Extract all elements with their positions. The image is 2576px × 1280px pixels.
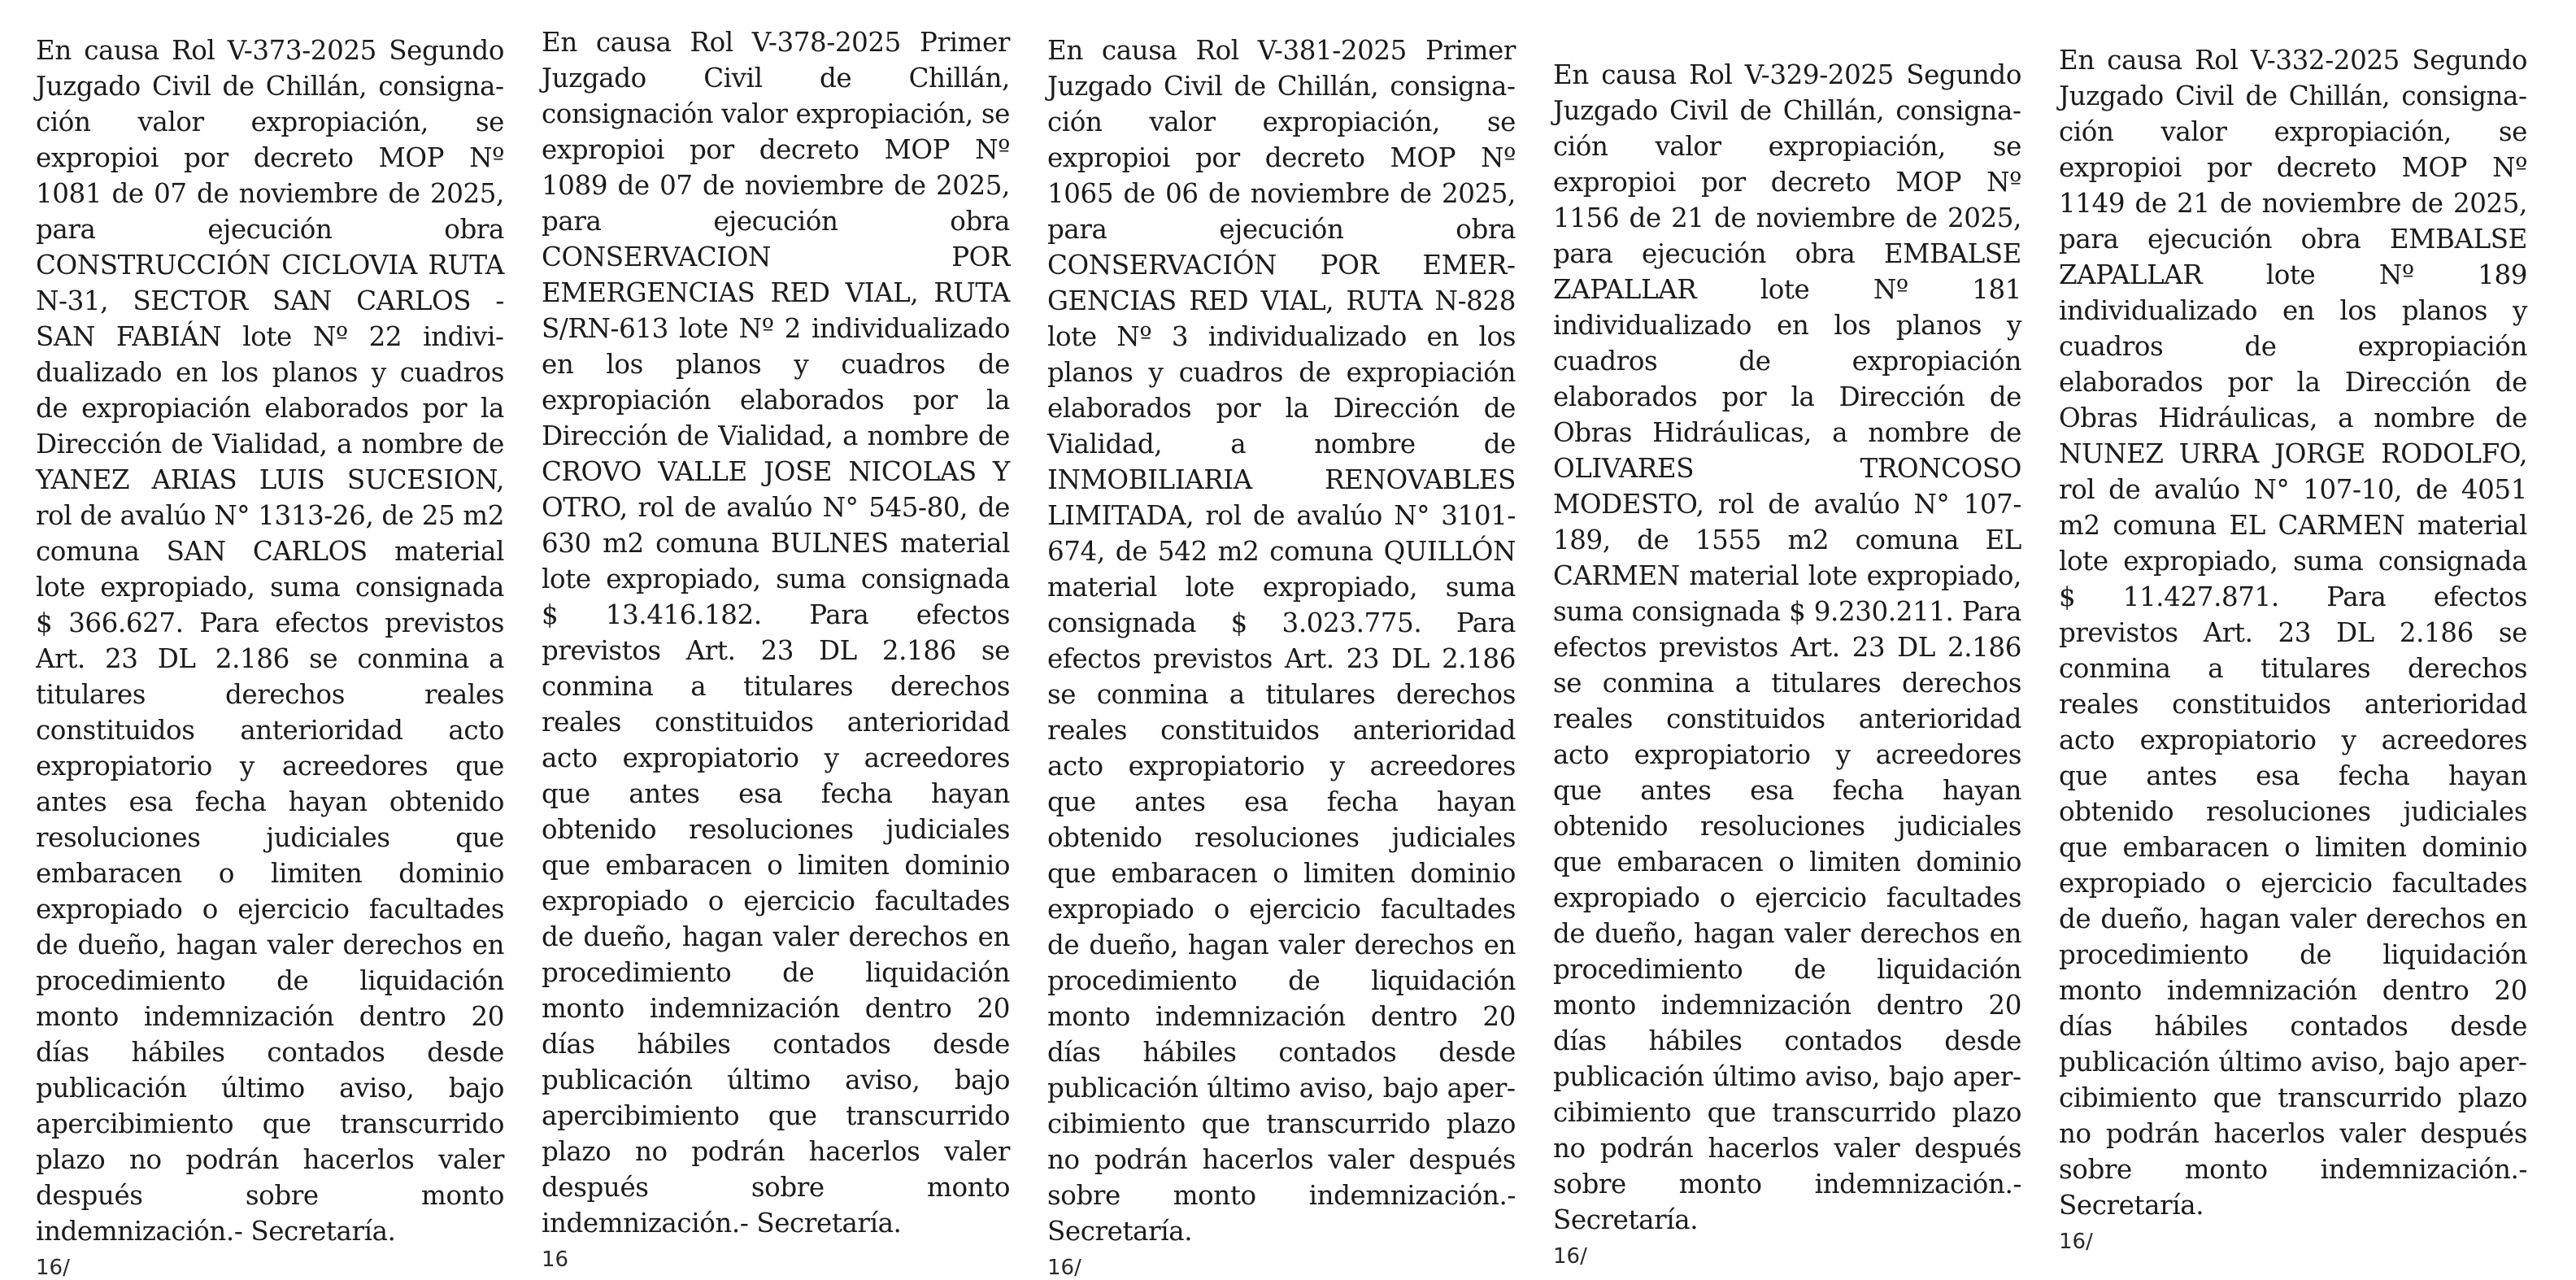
notice-column-3	[1047, 33, 1516, 1280]
notice-code: 16/	[1553, 1244, 1587, 1269]
notice-text: En causa Rol V-329-2025 Segundo Juzgado Civil de Chillán, consignación valor expropiación, se expropioi por decreto MOP Nº 1156 de 21 de noviembre de 2025, para ejecución obra EMBALSE ZAPALLAR lote Nº 181 individualizado en los planos y cuadros de expropiación elaborados por la Dirección de Obras Hidráulicas, a nombre de OLIVARES TRONCOSO MODESTO, rol de avalúo N° 107-189, de 1555 m2 comuna EL CARMEN material lote expropiado, suma consignada $ 9.230.211. Para efectos previstos Art. 23 DL 2.186 se conmina a titulares derechos reales constituidos anterioridad acto expropiatorio y acreedores que antes esa fecha hayan obtenido resoluciones judiciales que embaracen o limiten dominio expropiado o ejercicio facultades de dueño, hagan valer derechos en procedimiento de liquidación monto indemnización dentro 20 días hábiles contados desde publicación último aviso, bajo apercibimiento que transcurrido plazo no podrán hacerlos valer después sobre monto indemnización.- Secretaría.	[1553, 59, 2021, 1235]
notice-column-2	[542, 24, 1010, 1272]
notice-code: 16	[542, 1247, 569, 1272]
notice-column-5	[2059, 42, 2527, 1254]
notice-column-4	[1553, 57, 2021, 1269]
notice-text: En causa Rol V-378-2025 Primer Juzgado Civil de Chillán, consignación valor expropiación, se expropioi por decreto MOP Nº 1089 de 07 de noviembre de 2025, para ejecución obra CONSERVACION POR EMERGENCIAS RED VIAL, RUTA S/RN-613 lote Nº 2 individualizado en los planos y cuadros de expropiación elaborados por la Dirección de Vialidad, a nombre de CROVO VALLE JOSE NICOLAS Y OTRO, rol de avalúo N° 545-80, de 630 m2 comuna BULNES material lote expropiado, suma consignada $ 13.416.182. Para efectos previstos Art. 23 DL 2.186 se conmina a titulares derechos reales constituidos anterioridad acto expropiatorio y acreedores que antes esa fecha hayan obtenido resoluciones judiciales que embaracen o limiten dominio expropiado o ejercicio facultades de dueño, hagan valer derechos en procedimiento de liquidación monto indemnización dentro 20 días hábiles contados desde publicación último aviso, bajo apercibimiento que transcurrido plazo no podrán hacerlos valer después sobre monto indemnización.- Secretaría.	[542, 27, 1010, 1239]
notice-code: 16/	[36, 1256, 70, 1280]
notice-text: En causa Rol V-332-2025 Segundo Juzgado Civil de Chillán, consignación valor expropiación, se expropioi por decreto MOP Nº 1149 de 21 de noviembre de 2025, para ejecución obra EMBALSE ZAPALLAR lote Nº 189 individualizado en los planos y cuadros de expropiación elaborados por la Dirección de Obras Hidráulicas, a nombre de NUNEZ URRA JORGE RODOLFO, rol de avalúo N° 107-10, de 4051 m2 comuna EL CARMEN material lote expropiado, suma consignada $ 11.427.871. Para efectos previstos Art. 23 DL 2.186 se conmina a titulares derechos reales constituidos anterioridad acto expropiatorio y acreedores que antes esa fecha hayan obtenido resoluciones judiciales que embaracen o limiten dominio expropiado o ejercicio facultades de dueño, hagan valer derechos en procedimiento de liquidación monto indemnización dentro 20 días hábiles contados desde publicación último aviso, bajo apercibimiento que transcurrido plazo no podrán hacerlos valer después sobre monto indemnización.- Secretaría.	[2059, 45, 2527, 1221]
notice-code: 16/	[1047, 1256, 1081, 1280]
notice-text: En causa Rol V-381-2025 Primer Juzgado Civil de Chillán, consignación valor expropiación, se expropioi por decreto MOP Nº 1065 de 06 de noviembre de 2025, para ejecución obra CONSERVACIÓN POR EMERGENCIAS RED VIAL, RUTA N-828 lote Nº 3 individualizado en los planos y cuadros de expropiación elaborados por la Dirección de Vialidad, a nombre de INMOBILIARIA RENOVABLES LIMITADA, rol de avalúo N° 3101-674, de 542 m2 comuna QUILLÓN material lote expropiado, suma consignada $ 3.023.775. Para efectos previstos Art. 23 DL 2.186 se conmina a titulares derechos reales constituidos anterioridad acto expropiatorio y acreedores que antes esa fecha hayan obtenido resoluciones judiciales que embaracen o limiten dominio expropiado o ejercicio facultades de dueño, hagan valer derechos en procedimiento de liquidación monto indemnización dentro 20 días hábiles contados desde publicación último aviso, bajo apercibimiento que transcurrido plazo no podrán hacerlos valer después sobre monto indemnización.- Secretaría.	[1047, 35, 1516, 1247]
notice-column-1	[36, 33, 504, 1280]
notice-text: En causa Rol V-373-2025 Segundo Juzgado Civil de Chillán, consignación valor expropiación, se expropioi por decreto MOP Nº 1081 de 07 de noviembre de 2025, para ejecución obra CONSTRUCCIÓN CICLOVIA RUTA N-31, SECTOR SAN CARLOS - SAN FABIÁN lote Nº 22 individualizado en los planos y cuadros de expropiación elaborados por la Dirección de Vialidad, a nombre de YANEZ ARIAS LUIS SUCESION, rol de avalúo N° 1313-26, de 25 m2 comuna SAN CARLOS material lote expropiado, suma consignada $ 366.627. Para efectos previstos Art. 23 DL 2.186 se conmina a titulares derechos reales constituidos anterioridad acto expropiatorio y acreedores que antes esa fecha hayan obtenido resoluciones judiciales que embaracen o limiten dominio expropiado o ejercicio facultades de dueño, hagan valer derechos en procedimiento de liquidación monto indemnización dentro 20 días hábiles contados desde publicación último aviso, bajo apercibimiento que transcurrido plazo no podrán hacerlos valer después sobre monto indemnización.- Secretaría.	[36, 35, 504, 1247]
notice-code: 16/	[2059, 1230, 2093, 1254]
